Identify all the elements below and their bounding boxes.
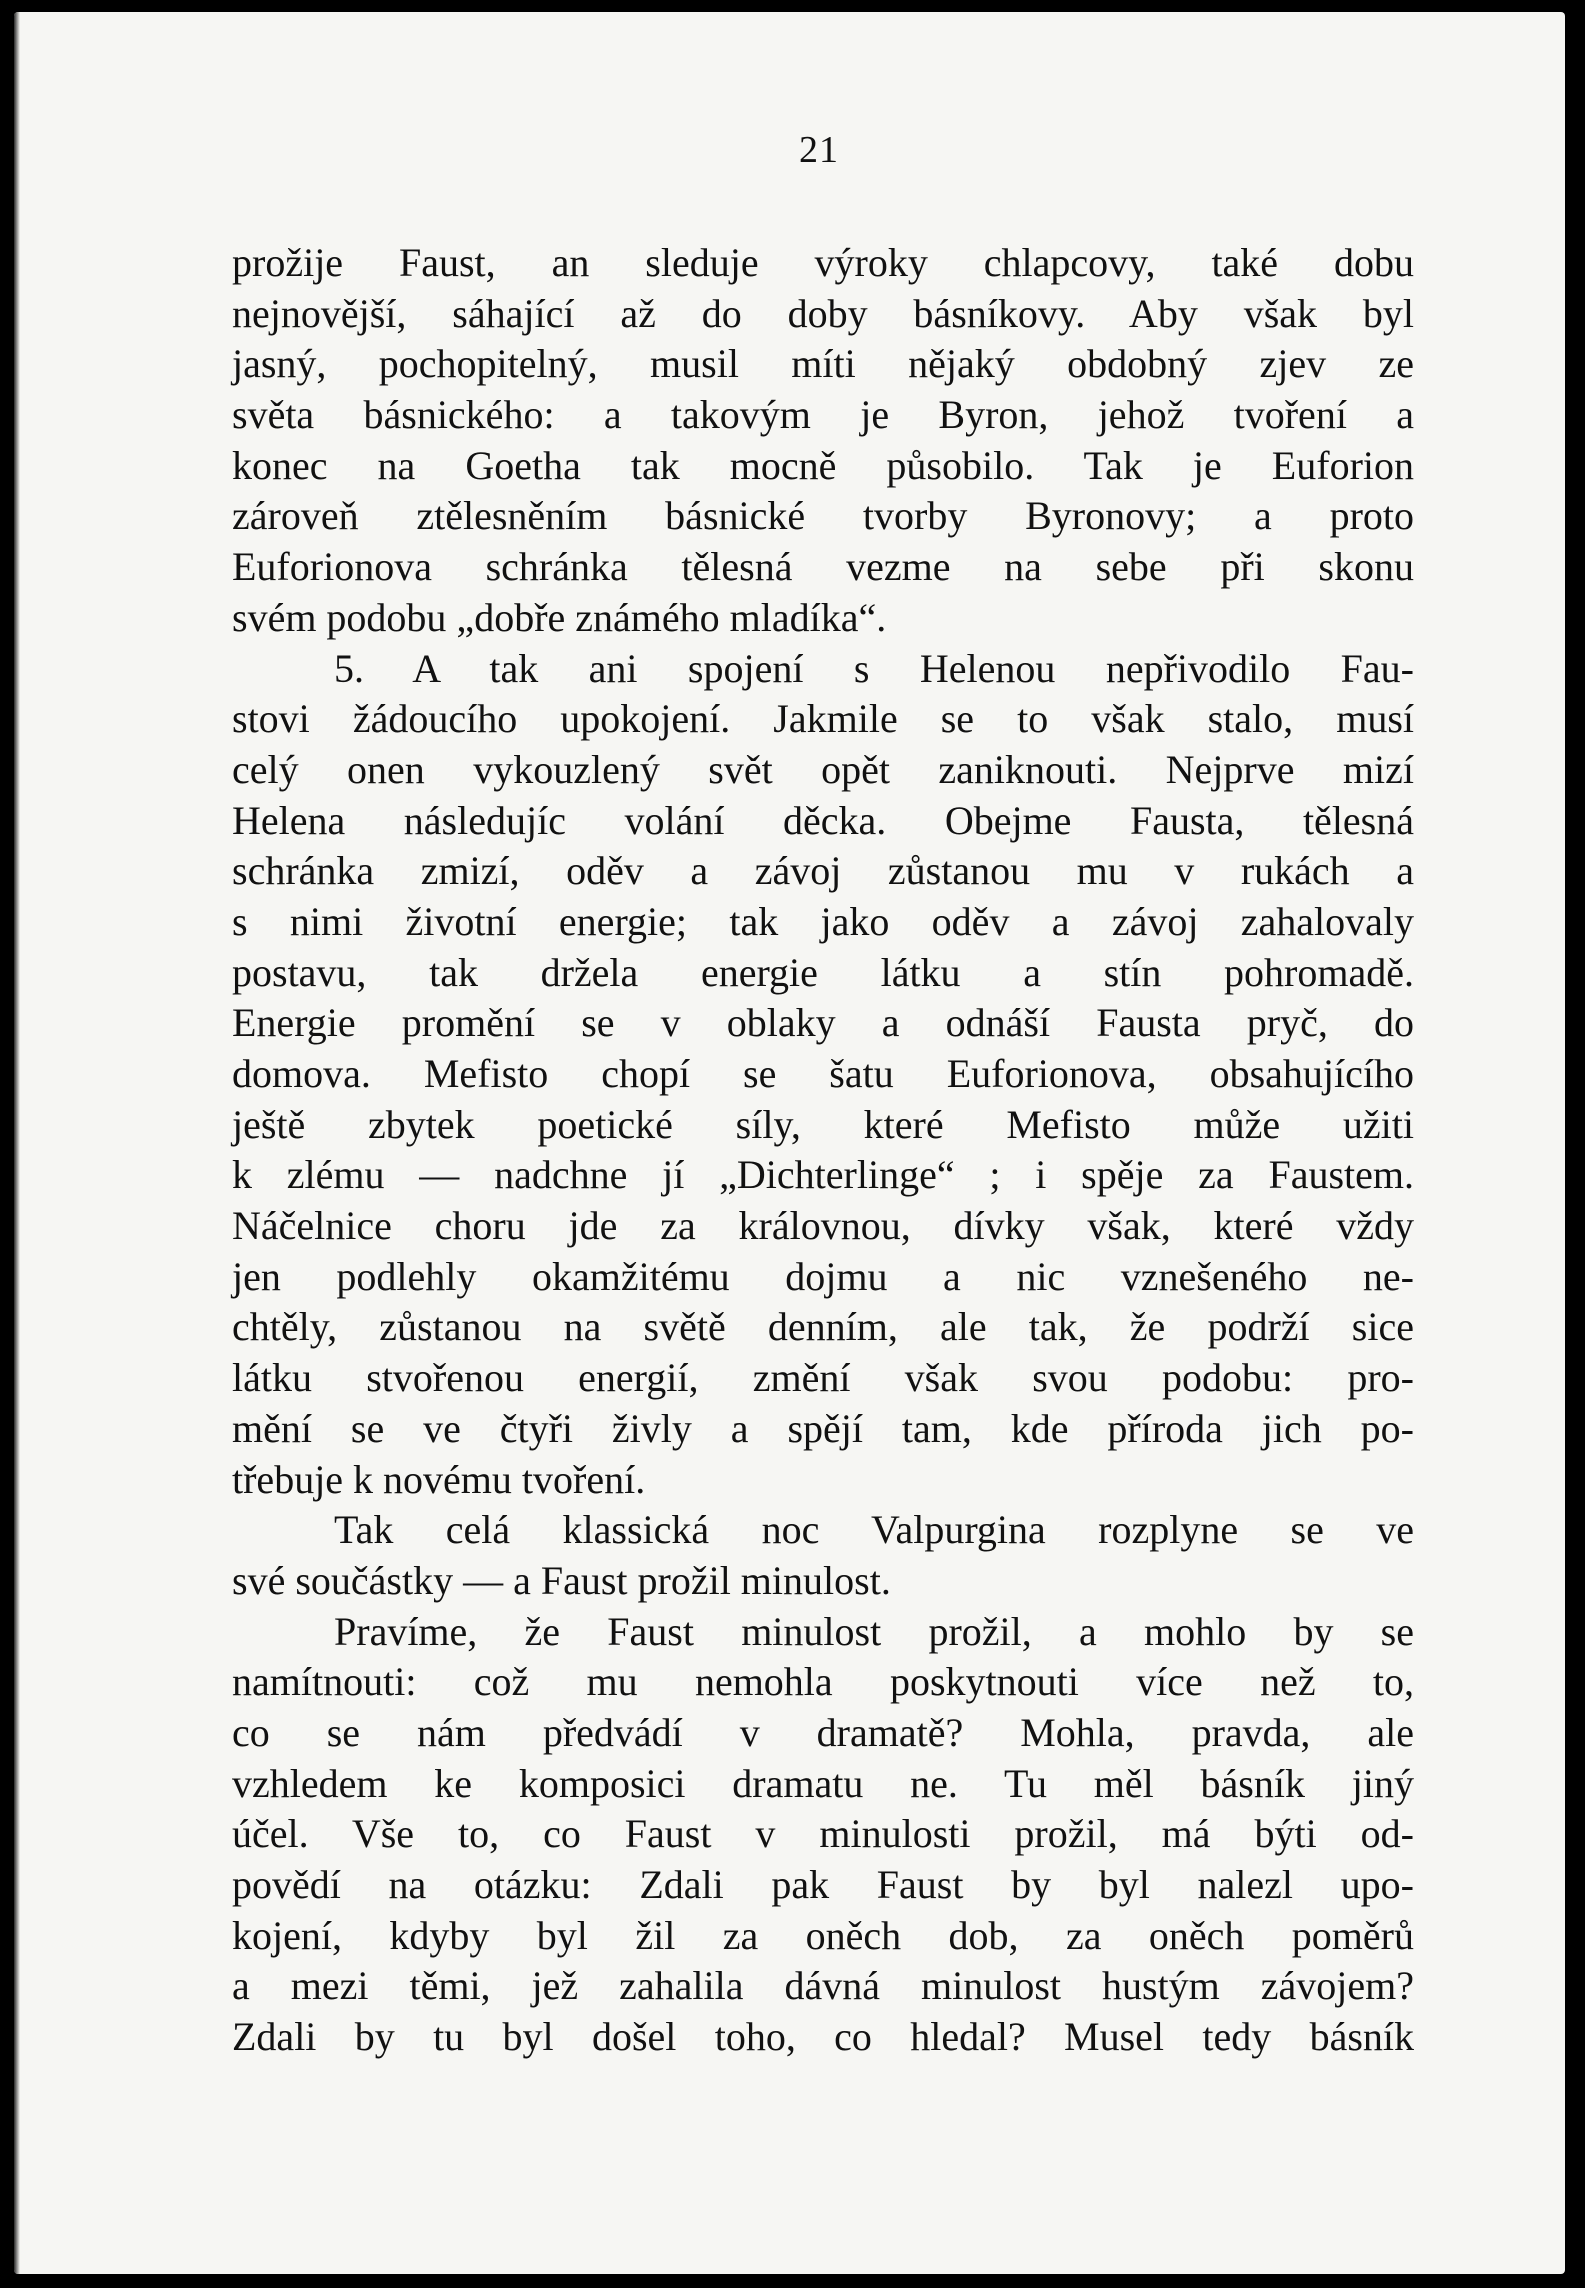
text-line: 5. A tak ani spojení s Helenou nepřivodilo Fau-	[334, 645, 1414, 691]
text-line: prožije Faust, an sleduje výroky chlapcovy, také dobu	[232, 240, 1414, 285]
text-line: účel. Vše to, co Faust v minulosti prožil, má býti od-	[232, 1811, 1414, 1857]
text-line: domova. Mefisto chopí se šatu Euforionova, obsahujícího	[232, 1051, 1414, 1096]
text-line: co se nám předvádí v dramatě? Mohla, pravda, ale	[232, 1709, 1414, 1755]
text-line: jen podlehly okamžitému dojmu a nic vznešeného ne-	[232, 1253, 1414, 1299]
text-line: Euforionova schránka tělesná vezme na sebe při skonu	[232, 544, 1414, 590]
text-line: celý onen vykouzlený svět opět zaniknouti. Nejprve mizí	[232, 746, 1414, 792]
text-line: k zlému — nadchne jí „Dichterlinge“ ; i spěje za Faustem.	[232, 1152, 1414, 1198]
page-number: 21	[799, 129, 839, 171]
text-line: jasný, pochopitelný, musil míti nějaký obdobný zjev ze	[232, 341, 1414, 387]
text-line: nejnovější, sáhající až do doby básníkovy. Aby však byl	[232, 290, 1414, 336]
text-line: chtěly, zůstanou na světě denním, ale tak, že podrží sice	[232, 1304, 1414, 1350]
book-page	[14, 12, 1565, 2274]
text-line: Helena následujíc volání děcka. Obejme Fausta, tělesná	[232, 797, 1414, 843]
text-line: látku stvořenou energií, změní však svou podobu: pro-	[232, 1355, 1414, 1401]
text-line: postavu, tak držela energie látku a stín pohromadě.	[232, 949, 1414, 995]
body-text	[232, 238, 1414, 2063]
text-line: s nimi životní energie; tak jako oděv a závoj zahalovaly	[232, 898, 1414, 944]
text-line: ještě zbytek poetické síly, které Mefisto může užiti	[232, 1101, 1414, 1147]
text-line: Tak celá klassická noc Valpurgina rozplyne se ve	[334, 1507, 1414, 1553]
text-line: třebuje k novému tvoření.	[232, 1456, 646, 1502]
text-line: Pravíme, že Faust minulost prožil, a mohlo by se	[334, 1608, 1414, 1654]
text-line: Zdali by tu byl došel toho, co hledal? Musel tedy básník	[232, 2014, 1414, 2060]
text-line: zároveň ztělesněním básnické tvorby Byronovy; a proto	[232, 493, 1414, 539]
text-line: schránka zmizí, oděv a závoj zůstanou mu v rukách a	[232, 848, 1414, 894]
text-line: a mezi těmi, jež zahalila dávná minulost hustým závojem?	[232, 1963, 1414, 2009]
text-line: namítnouti: což mu nemohla poskytnouti více než to,	[232, 1659, 1414, 1705]
page-binding-edge	[14, 12, 20, 2274]
text-line: vzhledem ke komposici dramatu ne. Tu měl básník jiný	[232, 1760, 1414, 1806]
text-line: mění se ve čtyři živly a spějí tam, kde příroda jich po-	[232, 1405, 1414, 1451]
text-line: stovi žádoucího upokojení. Jakmile se to však stalo, musí	[232, 696, 1414, 742]
text-line: Náčelnice choru jde za královnou, dívky však, které vždy	[232, 1203, 1414, 1249]
text-line: světa básnického: a takovým je Byron, jehož tvoření a	[232, 392, 1414, 438]
text-line: Energie promění se v oblaky a odnáší Fausta pryč, do	[232, 1000, 1414, 1046]
text-line: svém podobu „dobře známého mladíka“.	[232, 594, 887, 640]
text-line: své součástky — a Faust prožil minulost.	[232, 1557, 891, 1603]
text-line: konec na Goetha tak mocně působilo. Tak je Euforion	[232, 442, 1414, 488]
text-line: povědí na otázku: Zdali pak Faust by byl nalezl upo-	[232, 1862, 1414, 1907]
text-line: kojení, kdyby byl žil za oněch dob, za oněch poměrů	[232, 1912, 1414, 1958]
